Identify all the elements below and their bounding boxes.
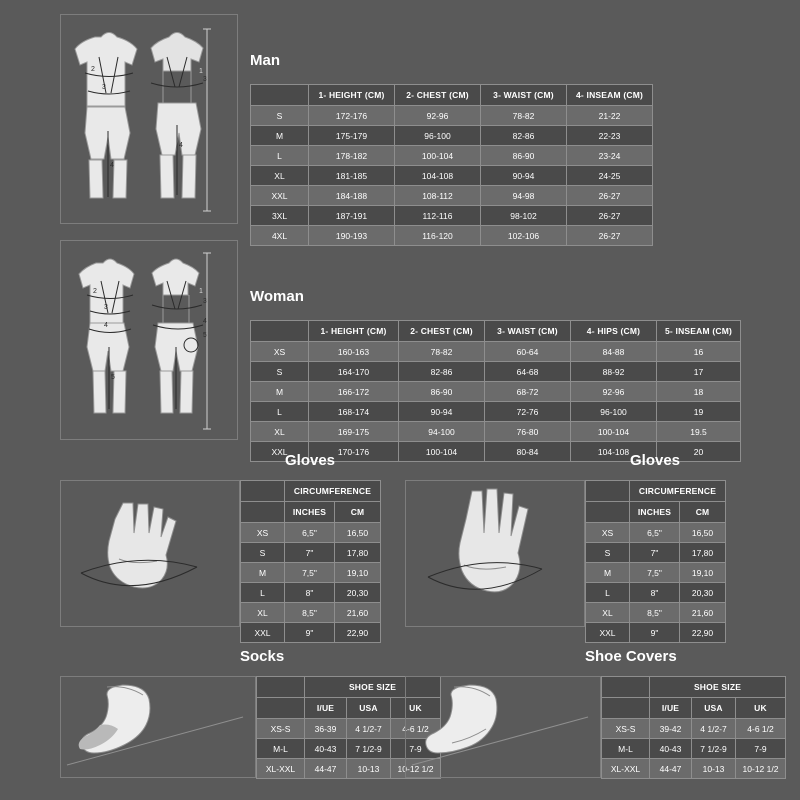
table-row — [251, 186, 653, 206]
svg-text:4: 4 — [110, 162, 114, 169]
table-header-row — [586, 481, 726, 502]
col-header: USA — [692, 698, 736, 719]
col-header: 1- HEIGHT (CM) — [309, 85, 395, 106]
group-header: SHOE SIZE — [305, 677, 441, 698]
svg-text:1: 1 — [199, 288, 203, 295]
cell: 100-104 — [395, 146, 481, 166]
cell: 100-104 — [571, 422, 657, 442]
col-header — [241, 481, 285, 502]
cell: 21,60 — [680, 603, 726, 623]
cell: 64-68 — [485, 362, 571, 382]
col-header — [602, 698, 650, 719]
cell: 21,60 — [335, 603, 381, 623]
cell: 4 1/2-7 — [692, 719, 736, 739]
col-header: 1- HEIGHT (CM) — [309, 321, 399, 342]
man-figure-illustration — [61, 15, 239, 225]
cell: 112-116 — [395, 206, 481, 226]
table-row — [241, 583, 381, 603]
size-label: XXL — [251, 186, 309, 206]
cell: 10-12 1/2 — [391, 759, 441, 779]
svg-text:2: 2 — [93, 288, 97, 295]
cell: 60-64 — [485, 342, 571, 362]
table-row — [251, 126, 653, 146]
cell: 7 1/2-9 — [347, 739, 391, 759]
cell: 23-24 — [567, 146, 653, 166]
size-label: M — [241, 563, 285, 583]
table-row — [586, 623, 726, 643]
table-row — [586, 583, 726, 603]
cell: 9" — [630, 623, 680, 643]
cell: 17,80 — [680, 543, 726, 563]
cell: 184-188 — [309, 186, 395, 206]
section-shoe-covers — [405, 648, 779, 778]
col-header: UK — [391, 698, 441, 719]
cell: 21-22 — [567, 106, 653, 126]
cell: 86-90 — [481, 146, 567, 166]
cell: 6,5" — [285, 523, 335, 543]
table-row — [251, 402, 741, 422]
glove-short-finger-illustration — [61, 481, 241, 628]
cell: 90-94 — [481, 166, 567, 186]
shoe-covers-title: Shoe Covers — [585, 648, 677, 665]
cell: 96-100 — [571, 402, 657, 422]
woman-size-table — [250, 320, 741, 462]
col-header: 3- WAIST (CM) — [485, 321, 571, 342]
woman-figure-illustration — [61, 241, 239, 441]
cell: 90-94 — [399, 402, 485, 422]
group-header: SHOE SIZE — [650, 677, 786, 698]
cell: 19,10 — [680, 563, 726, 583]
size-label: L — [586, 583, 630, 603]
svg-text:3: 3 — [203, 298, 207, 305]
size-label: XS — [251, 342, 309, 362]
cell: 94-98 — [481, 186, 567, 206]
col-header — [251, 321, 309, 342]
shoe-covers-figure-box — [405, 676, 601, 778]
section-gloves-right — [405, 452, 725, 638]
size-label: XS-S — [602, 719, 650, 739]
cell: 8" — [630, 583, 680, 603]
group-header: CIRCUMFERENCE — [630, 481, 726, 502]
cell: 108-112 — [395, 186, 481, 206]
cell: 102-106 — [481, 226, 567, 246]
cell: 6,5" — [630, 523, 680, 543]
col-header — [241, 502, 285, 523]
cell: 20,30 — [335, 583, 381, 603]
section-gloves-left — [60, 452, 380, 638]
size-label: XL — [251, 166, 309, 186]
cell: 26-27 — [567, 186, 653, 206]
size-label: XS — [241, 523, 285, 543]
table-header-row — [251, 321, 741, 342]
col-header — [257, 698, 305, 719]
table-row — [602, 759, 786, 779]
table-row — [241, 563, 381, 583]
size-label: M-L — [602, 739, 650, 759]
size-label: XS-S — [257, 719, 305, 739]
cell: 16 — [657, 342, 741, 362]
section-man — [60, 14, 740, 241]
man-section-title: Man — [250, 52, 280, 69]
cell: 7" — [630, 543, 680, 563]
col-header: UK — [736, 698, 786, 719]
svg-text:4: 4 — [104, 322, 108, 329]
cell: 18 — [657, 382, 741, 402]
woman-figure-box — [60, 240, 238, 440]
size-label: M-L — [257, 739, 305, 759]
cell: 7-9 — [736, 739, 786, 759]
cell: 172-176 — [309, 106, 395, 126]
cell: 9" — [285, 623, 335, 643]
size-label: S — [251, 362, 309, 382]
svg-text:3: 3 — [203, 76, 207, 83]
col-header: 4- INSEAM (CM) — [567, 85, 653, 106]
table-header-row — [251, 85, 653, 106]
size-label: L — [251, 146, 309, 166]
table-header-row — [586, 502, 726, 523]
cell: 22,90 — [335, 623, 381, 643]
cell: 20,30 — [680, 583, 726, 603]
cell: 187-191 — [309, 206, 395, 226]
size-label: M — [251, 126, 309, 146]
table-row — [241, 623, 381, 643]
man-size-table — [250, 84, 653, 246]
table-row — [251, 206, 653, 226]
glove-long-finger-illustration — [406, 481, 586, 628]
cell: 16,50 — [335, 523, 381, 543]
size-label: XXL — [241, 623, 285, 643]
size-label: XXL — [251, 442, 309, 462]
size-label: L — [251, 402, 309, 422]
col-header: INCHES — [285, 502, 335, 523]
svg-text:4: 4 — [203, 318, 207, 325]
size-label: XL-XXL — [602, 759, 650, 779]
cell: 16,50 — [680, 523, 726, 543]
size-label: XL — [586, 603, 630, 623]
svg-text:3: 3 — [104, 304, 108, 311]
shoe-covers-size-table — [601, 676, 786, 779]
cell: 7 1/2-9 — [692, 739, 736, 759]
col-header — [586, 502, 630, 523]
cell: 7-9 — [391, 739, 441, 759]
cell: 17 — [657, 362, 741, 382]
size-label: XS — [586, 523, 630, 543]
col-header — [602, 677, 650, 698]
table-row — [241, 603, 381, 623]
col-header: 2- CHEST (CM) — [399, 321, 485, 342]
col-header: 2- CHEST (CM) — [395, 85, 481, 106]
col-header: I/UE — [650, 698, 692, 719]
col-header: 5- INSEAM (CM) — [657, 321, 741, 342]
cell: 78-82 — [399, 342, 485, 362]
size-label: M — [586, 563, 630, 583]
woman-section-title: Woman — [250, 288, 304, 305]
cell: 20 — [657, 442, 741, 462]
size-label: S — [241, 543, 285, 563]
col-header — [257, 677, 305, 698]
cell: 88-92 — [571, 362, 657, 382]
cell: 82-86 — [399, 362, 485, 382]
table-row — [241, 543, 381, 563]
cell: 44-47 — [305, 759, 347, 779]
table-row — [586, 523, 726, 543]
cell: 24-25 — [567, 166, 653, 186]
cell: 104-108 — [571, 442, 657, 462]
socks-title: Socks — [240, 648, 285, 665]
cell: 76-80 — [485, 422, 571, 442]
size-label: XXL — [586, 623, 630, 643]
col-header — [251, 85, 309, 106]
cell: 26-27 — [567, 226, 653, 246]
size-label: XL — [241, 603, 285, 623]
cell: 84-88 — [571, 342, 657, 362]
col-header: 4- HIPS (CM) — [571, 321, 657, 342]
table-row — [251, 342, 741, 362]
gloves-left-title: Gloves — [284, 452, 336, 469]
socks-figure-box — [60, 676, 256, 778]
svg-text:4: 4 — [179, 142, 183, 149]
svg-text:1: 1 — [199, 68, 203, 75]
size-label: XL — [251, 422, 309, 442]
gloves-left-figure-box — [60, 480, 240, 627]
cell: 44-47 — [650, 759, 692, 779]
cell: 7" — [285, 543, 335, 563]
table-row — [251, 362, 741, 382]
cell: 116-120 — [395, 226, 481, 246]
svg-text:2: 2 — [91, 66, 95, 73]
group-header: CIRCUMFERENCE — [285, 481, 381, 502]
cell: 19,10 — [335, 563, 381, 583]
col-header: 3- WAIST (CM) — [481, 85, 567, 106]
cell: 26-27 — [567, 206, 653, 226]
cell: 10-13 — [692, 759, 736, 779]
size-label: 3XL — [251, 206, 309, 226]
gloves-right-size-table — [585, 480, 726, 643]
cell: 96-100 — [395, 126, 481, 146]
cell: 7,5" — [285, 563, 335, 583]
cell: 19.5 — [657, 422, 741, 442]
table-row — [251, 382, 741, 402]
size-label: L — [241, 583, 285, 603]
cell: 19 — [657, 402, 741, 422]
cell: 72-76 — [485, 402, 571, 422]
cell: 10-12 1/2 — [736, 759, 786, 779]
cell: 8,5" — [630, 603, 680, 623]
cell: 100-104 — [399, 442, 485, 462]
svg-text:5: 5 — [203, 332, 207, 339]
cell: 94-100 — [399, 422, 485, 442]
cell: 4 1/2-7 — [347, 719, 391, 739]
table-row — [251, 106, 653, 126]
cell: 10-13 — [347, 759, 391, 779]
shoe-cover-illustration — [406, 677, 602, 779]
col-header: USA — [347, 698, 391, 719]
col-header — [586, 481, 630, 502]
table-row — [586, 563, 726, 583]
table-row — [602, 739, 786, 759]
cell: 22,90 — [680, 623, 726, 643]
cell: 8,5" — [285, 603, 335, 623]
table-row — [251, 146, 653, 166]
size-label: S — [586, 543, 630, 563]
cell: 40-43 — [305, 739, 347, 759]
cell: 4-6 1/2 — [391, 719, 441, 739]
sock-illustration — [61, 677, 257, 779]
gloves-right-title: Gloves — [629, 452, 681, 469]
man-figure-box — [60, 14, 238, 224]
table-header-row — [602, 677, 786, 698]
col-header: CM — [680, 502, 726, 523]
table-row — [586, 543, 726, 563]
cell: 92-96 — [571, 382, 657, 402]
col-header: I/UE — [305, 698, 347, 719]
cell: 168-174 — [309, 402, 399, 422]
section-socks — [60, 648, 434, 778]
cell: 160-163 — [309, 342, 399, 362]
cell: 80-84 — [485, 442, 571, 462]
cell: 86-90 — [399, 382, 485, 402]
table-row — [251, 166, 653, 186]
cell: 68-72 — [485, 382, 571, 402]
cell: 39-42 — [650, 719, 692, 739]
cell: 4-6 1/2 — [736, 719, 786, 739]
cell: 17,80 — [335, 543, 381, 563]
svg-text:5: 5 — [111, 374, 115, 381]
gloves-right-figure-box — [405, 480, 585, 627]
cell: 181-185 — [309, 166, 395, 186]
cell: 170-176 — [309, 442, 399, 462]
col-header: INCHES — [630, 502, 680, 523]
cell: 169-175 — [309, 422, 399, 442]
table-header-row — [241, 502, 381, 523]
cell: 78-82 — [481, 106, 567, 126]
cell: 36-39 — [305, 719, 347, 739]
svg-text:3: 3 — [102, 84, 106, 91]
cell: 92-96 — [395, 106, 481, 126]
table-row — [602, 719, 786, 739]
cell: 175-179 — [309, 126, 395, 146]
cell: 7,5" — [630, 563, 680, 583]
cell: 104-108 — [395, 166, 481, 186]
cell: 178-182 — [309, 146, 395, 166]
cell: 166-172 — [309, 382, 399, 402]
gloves-left-size-table — [240, 480, 381, 643]
col-header: CM — [335, 502, 381, 523]
size-label: S — [251, 106, 309, 126]
cell: 190-193 — [309, 226, 395, 246]
size-label: XL-XXL — [257, 759, 305, 779]
cell: 8" — [285, 583, 335, 603]
size-label: M — [251, 382, 309, 402]
cell: 22-23 — [567, 126, 653, 146]
table-header-row — [602, 698, 786, 719]
cell: 82-86 — [481, 126, 567, 146]
size-label: 4XL — [251, 226, 309, 246]
table-row — [586, 603, 726, 623]
table-row — [251, 422, 741, 442]
section-woman — [60, 240, 740, 457]
cell: 98-102 — [481, 206, 567, 226]
cell: 40-43 — [650, 739, 692, 759]
table-header-row — [241, 481, 381, 502]
cell: 164-170 — [309, 362, 399, 382]
table-row — [241, 523, 381, 543]
